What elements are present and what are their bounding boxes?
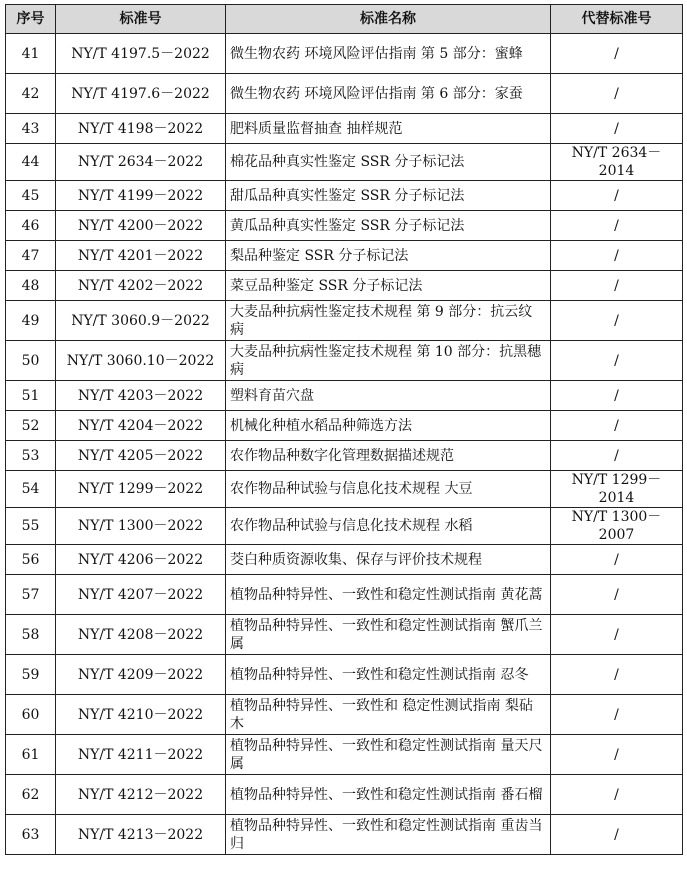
row-serial-number: 54 [6,471,56,508]
row-replaced-standard: / [551,301,683,341]
table-row [6,615,683,655]
table-row [6,74,683,114]
row-standard-code: NY/T 4199－2022 [56,181,226,211]
row-standard-code: NY/T 4201－2022 [56,241,226,271]
row-standard-code: NY/T 4203－2022 [56,381,226,411]
row-serial-number: 46 [6,211,56,241]
row-serial-number: 51 [6,381,56,411]
table-header-row [6,5,683,34]
row-standard-name: 植物品种特异性、一致性和稳定性测试指南 蟹爪兰属 [226,615,551,655]
row-standard-code: NY/T 4211－2022 [56,735,226,775]
table-row [6,241,683,271]
row-standard-name: 大麦品种抗病性鉴定技术规程 第 9 部分：抗云纹病 [226,301,551,341]
row-replaced-standard: / [551,241,683,271]
row-standard-code: NY/T 4198－2022 [56,114,226,144]
row-replaced-standard: NY/T 1299－2014 [551,471,683,508]
row-replaced-standard: / [551,341,683,381]
table-row [6,575,683,615]
row-serial-number: 47 [6,241,56,271]
row-standard-code: NY/T 3060.10－2022 [56,341,226,381]
row-serial-number: 63 [6,815,56,855]
row-standard-name: 梨品种鉴定 SSR 分子标记法 [226,241,551,271]
table-row [6,735,683,775]
table-row [6,815,683,855]
row-standard-name: 植物品种特异性、一致性和稳定性测试指南 忍冬 [226,655,551,695]
table-row [6,441,683,471]
row-standard-name: 微生物农药 环境风险评估指南 第 6 部分：家蚕 [226,74,551,114]
row-serial-number: 57 [6,575,56,615]
row-serial-number: 59 [6,655,56,695]
row-standard-code: NY/T 4210－2022 [56,695,226,735]
row-serial-number: 53 [6,441,56,471]
row-replaced-standard: / [551,74,683,114]
row-standard-name: 农作物品种数字化管理数据描述规范 [226,441,551,471]
row-serial-number: 42 [6,74,56,114]
row-standard-code: NY/T 4205－2022 [56,441,226,471]
row-serial-number: 41 [6,34,56,74]
row-replaced-standard: / [551,211,683,241]
row-standard-name: 农作物品种试验与信息化技术规程 水稻 [226,508,551,545]
row-serial-number: 62 [6,775,56,815]
row-standard-name: 黄瓜品种真实性鉴定 SSR 分子标记法 [226,211,551,241]
row-replaced-standard: / [551,411,683,441]
row-standard-code: NY/T 2634－2022 [56,144,226,181]
row-replaced-standard: / [551,775,683,815]
row-standard-name: 塑料育苗穴盘 [226,381,551,411]
table-row [6,411,683,441]
row-replaced-standard: / [551,545,683,575]
row-standard-code: NY/T 1300－2022 [56,508,226,545]
row-standard-name: 棉花品种真实性鉴定 SSR 分子标记法 [226,144,551,181]
row-standard-code: NY/T 4206－2022 [56,545,226,575]
row-serial-number: 50 [6,341,56,381]
row-replaced-standard: / [551,735,683,775]
table-row [6,144,683,181]
row-serial-number: 49 [6,301,56,341]
row-serial-number: 56 [6,545,56,575]
row-standard-name: 农作物品种试验与信息化技术规程 大豆 [226,471,551,508]
row-serial-number: 48 [6,271,56,301]
table-row [6,301,683,341]
row-serial-number: 43 [6,114,56,144]
table-row [6,695,683,735]
table-row [6,775,683,815]
row-replaced-standard: / [551,271,683,301]
row-standard-code: NY/T 4207－2022 [56,575,226,615]
table-row [6,545,683,575]
row-standard-name: 茭白种质资源收集、保存与评价技术规程 [226,545,551,575]
row-serial-number: 55 [6,508,56,545]
table-row [6,381,683,411]
row-serial-number: 60 [6,695,56,735]
row-replaced-standard: / [551,815,683,855]
row-replaced-standard: / [551,695,683,735]
standards-table [5,4,683,855]
row-standard-code: NY/T 1299－2022 [56,471,226,508]
table-row [6,471,683,508]
row-standard-name: 菜豆品种鉴定 SSR 分子标记法 [226,271,551,301]
header-replaced-standard: 代替标准号 [551,5,683,34]
table-row [6,211,683,241]
table-row [6,508,683,545]
row-replaced-standard: / [551,114,683,144]
row-standard-code: NY/T 4212－2022 [56,775,226,815]
row-replaced-standard: / [551,381,683,411]
row-replaced-standard: / [551,655,683,695]
row-serial-number: 44 [6,144,56,181]
row-serial-number: 61 [6,735,56,775]
row-replaced-standard: / [551,615,683,655]
row-serial-number: 45 [6,181,56,211]
row-standard-code: NY/T 4209－2022 [56,655,226,695]
row-standard-name: 植物品种特异性、一致性和 稳定性测试指南 梨砧木 [226,695,551,735]
row-standard-code: NY/T 4208－2022 [56,615,226,655]
row-replaced-standard: NY/T 1300－2007 [551,508,683,545]
row-replaced-standard: / [551,575,683,615]
row-standard-name: 植物品种特异性、一致性和稳定性测试指南 番石榴 [226,775,551,815]
row-standard-name: 植物品种特异性、一致性和稳定性测试指南 量天尺属 [226,735,551,775]
row-replaced-standard: / [551,181,683,211]
row-standard-code: NY/T 4204－2022 [56,411,226,441]
row-serial-number: 52 [6,411,56,441]
row-standard-name: 植物品种特异性、一致性和稳定性测试指南 黄花蒿 [226,575,551,615]
table-row [6,655,683,695]
header-standard-code: 标准号 [56,5,226,34]
header-standard-name: 标准名称 [226,5,551,34]
row-standard-name: 大麦品种抗病性鉴定技术规程 第 10 部分：抗黑穗病 [226,341,551,381]
table-row [6,114,683,144]
row-standard-name: 肥料质量监督抽查 抽样规范 [226,114,551,144]
header-serial-number: 序号 [6,5,56,34]
row-replaced-standard: / [551,441,683,471]
row-standard-code: NY/T 4213－2022 [56,815,226,855]
row-standard-code: NY/T 3060.9－2022 [56,301,226,341]
row-replaced-standard: NY/T 2634－2014 [551,144,683,181]
table-row [6,181,683,211]
row-standard-name: 植物品种特异性、一致性和稳定性测试指南 重齿当归 [226,815,551,855]
row-serial-number: 58 [6,615,56,655]
row-standard-name: 机械化种植水稻品种筛选方法 [226,411,551,441]
table-row [6,271,683,301]
row-standard-code: NY/T 4200－2022 [56,211,226,241]
row-standard-code: NY/T 4202－2022 [56,271,226,301]
row-replaced-standard: / [551,34,683,74]
row-standard-name: 微生物农药 环境风险评估指南 第 5 部分：蜜蜂 [226,34,551,74]
row-standard-name: 甜瓜品种真实性鉴定 SSR 分子标记法 [226,181,551,211]
row-standard-code: NY/T 4197.5－2022 [56,34,226,74]
table-row [6,34,683,74]
row-standard-code: NY/T 4197.6－2022 [56,74,226,114]
table-row [6,341,683,381]
